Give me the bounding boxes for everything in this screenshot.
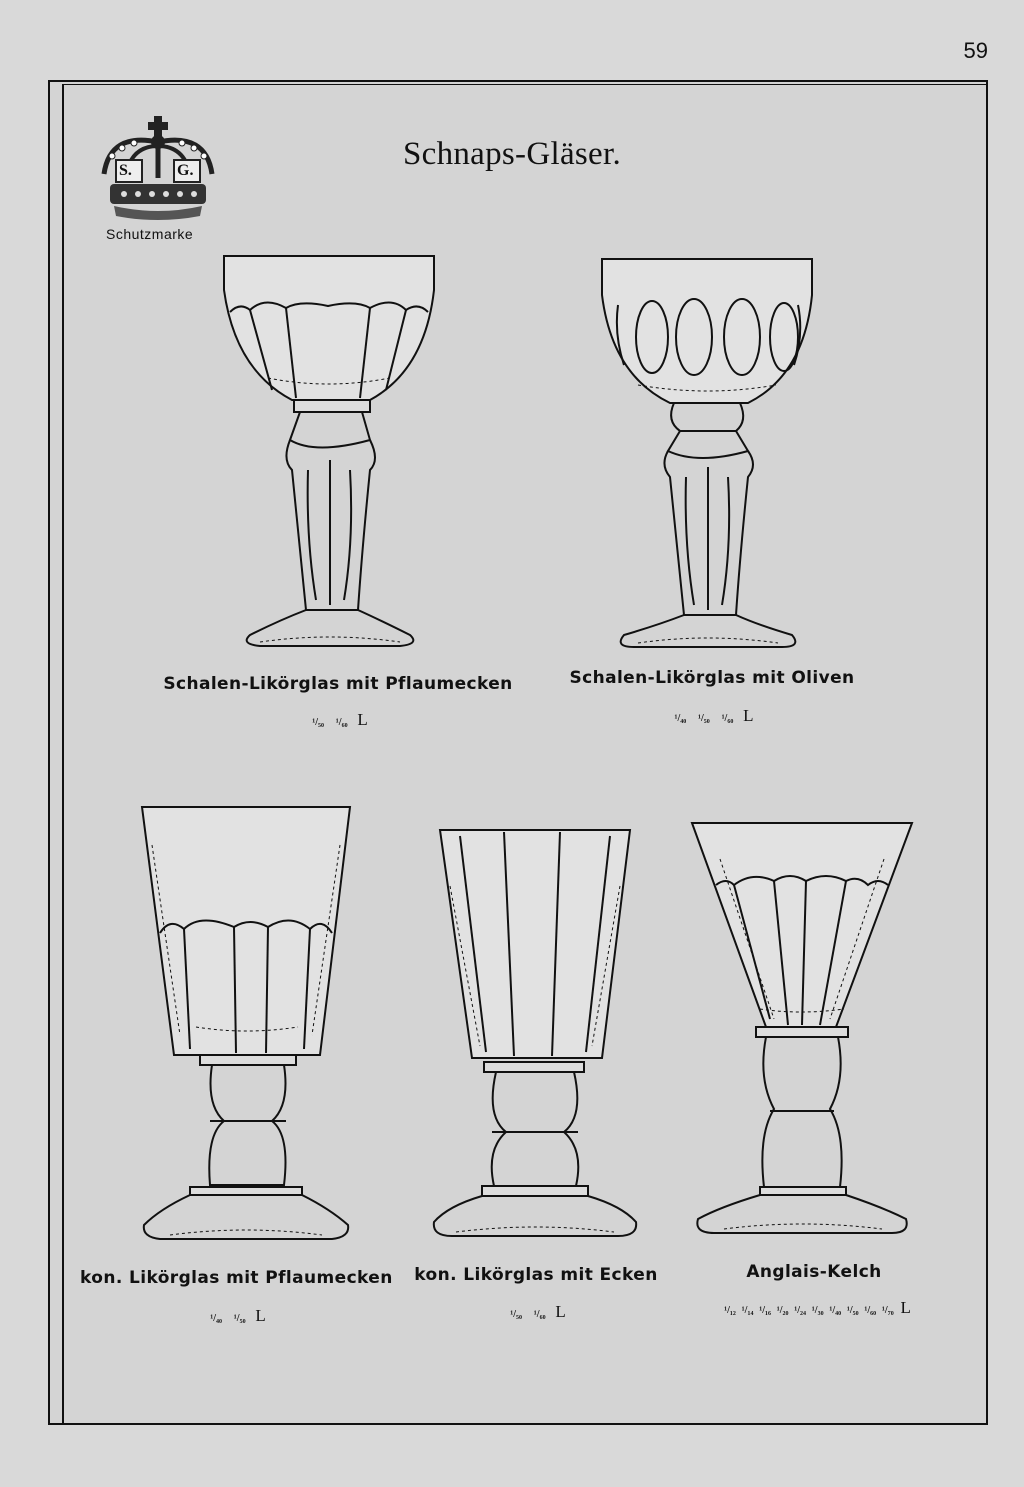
size-fraction: ¹/₂₄ [794,1305,807,1316]
size-fraction: ¹/₆₀ [864,1305,877,1316]
size-fraction: ¹/₆₀ [533,1309,546,1320]
size-fraction: ¹/₅₀ [312,717,325,728]
glass-illustration-3 [140,805,352,1250]
glass-illustration-1 [220,250,440,655]
item-name-2: Schalen-Likörglas mit Oliven [569,668,855,688]
logo-monogram-right: G. [177,162,194,179]
item-sizes-2 [612,706,812,726]
item-sizes-3 [136,1306,336,1326]
size-unit: L [357,710,368,729]
size-fraction: ¹/₇₀ [881,1305,894,1316]
item-name-4: kon. Likörglas mit Ecken [414,1265,658,1285]
size-fraction: ¹/₂₀ [776,1305,789,1316]
glass-illustration-5 [690,819,914,1244]
glass-illustration-4 [430,826,642,1251]
size-fraction: ¹/₄₀ [674,713,687,724]
item-name-5: Anglais-Kelch [746,1262,882,1282]
page-number: 59 [963,38,988,63]
logo-monogram-left: S. [119,162,132,179]
size-fraction: ¹/₆₀ [335,717,348,728]
size-fraction: ¹/₃₀ [811,1305,824,1316]
item-name-3: kon. Likörglas mit Pflaumecken [80,1268,393,1288]
item-sizes-5 [662,1298,972,1318]
size-fraction: ¹/₄₀ [210,1313,223,1324]
item-sizes-4 [436,1302,636,1322]
size-fraction: ¹/₆₀ [721,713,734,724]
size-fraction: ¹/₅₀ [510,1309,523,1320]
size-fraction: ¹/₁₄ [741,1305,754,1316]
size-fraction: ¹/₄₀ [829,1305,842,1316]
size-unit: L [255,1306,266,1325]
item-sizes-1 [238,710,438,730]
item-name-1: Schalen-Likörglas mit Pflaumecken [163,674,513,694]
size-fraction: ¹/₅₀ [698,713,710,724]
page-title: Schnaps-Gläser. [402,136,622,172]
logo-caption: Schutzmarke [106,226,194,242]
size-fraction: ¹/₅₀ [233,1313,246,1324]
size-unit: L [555,1302,566,1321]
size-unit: L [743,706,754,725]
glass-illustration-2 [598,255,818,655]
size-unit: L [900,1298,911,1317]
size-fraction: ¹/₁₆ [759,1305,771,1316]
size-fraction: ¹/₁₂ [724,1305,736,1316]
size-fraction: ¹/₅₀ [846,1305,859,1316]
